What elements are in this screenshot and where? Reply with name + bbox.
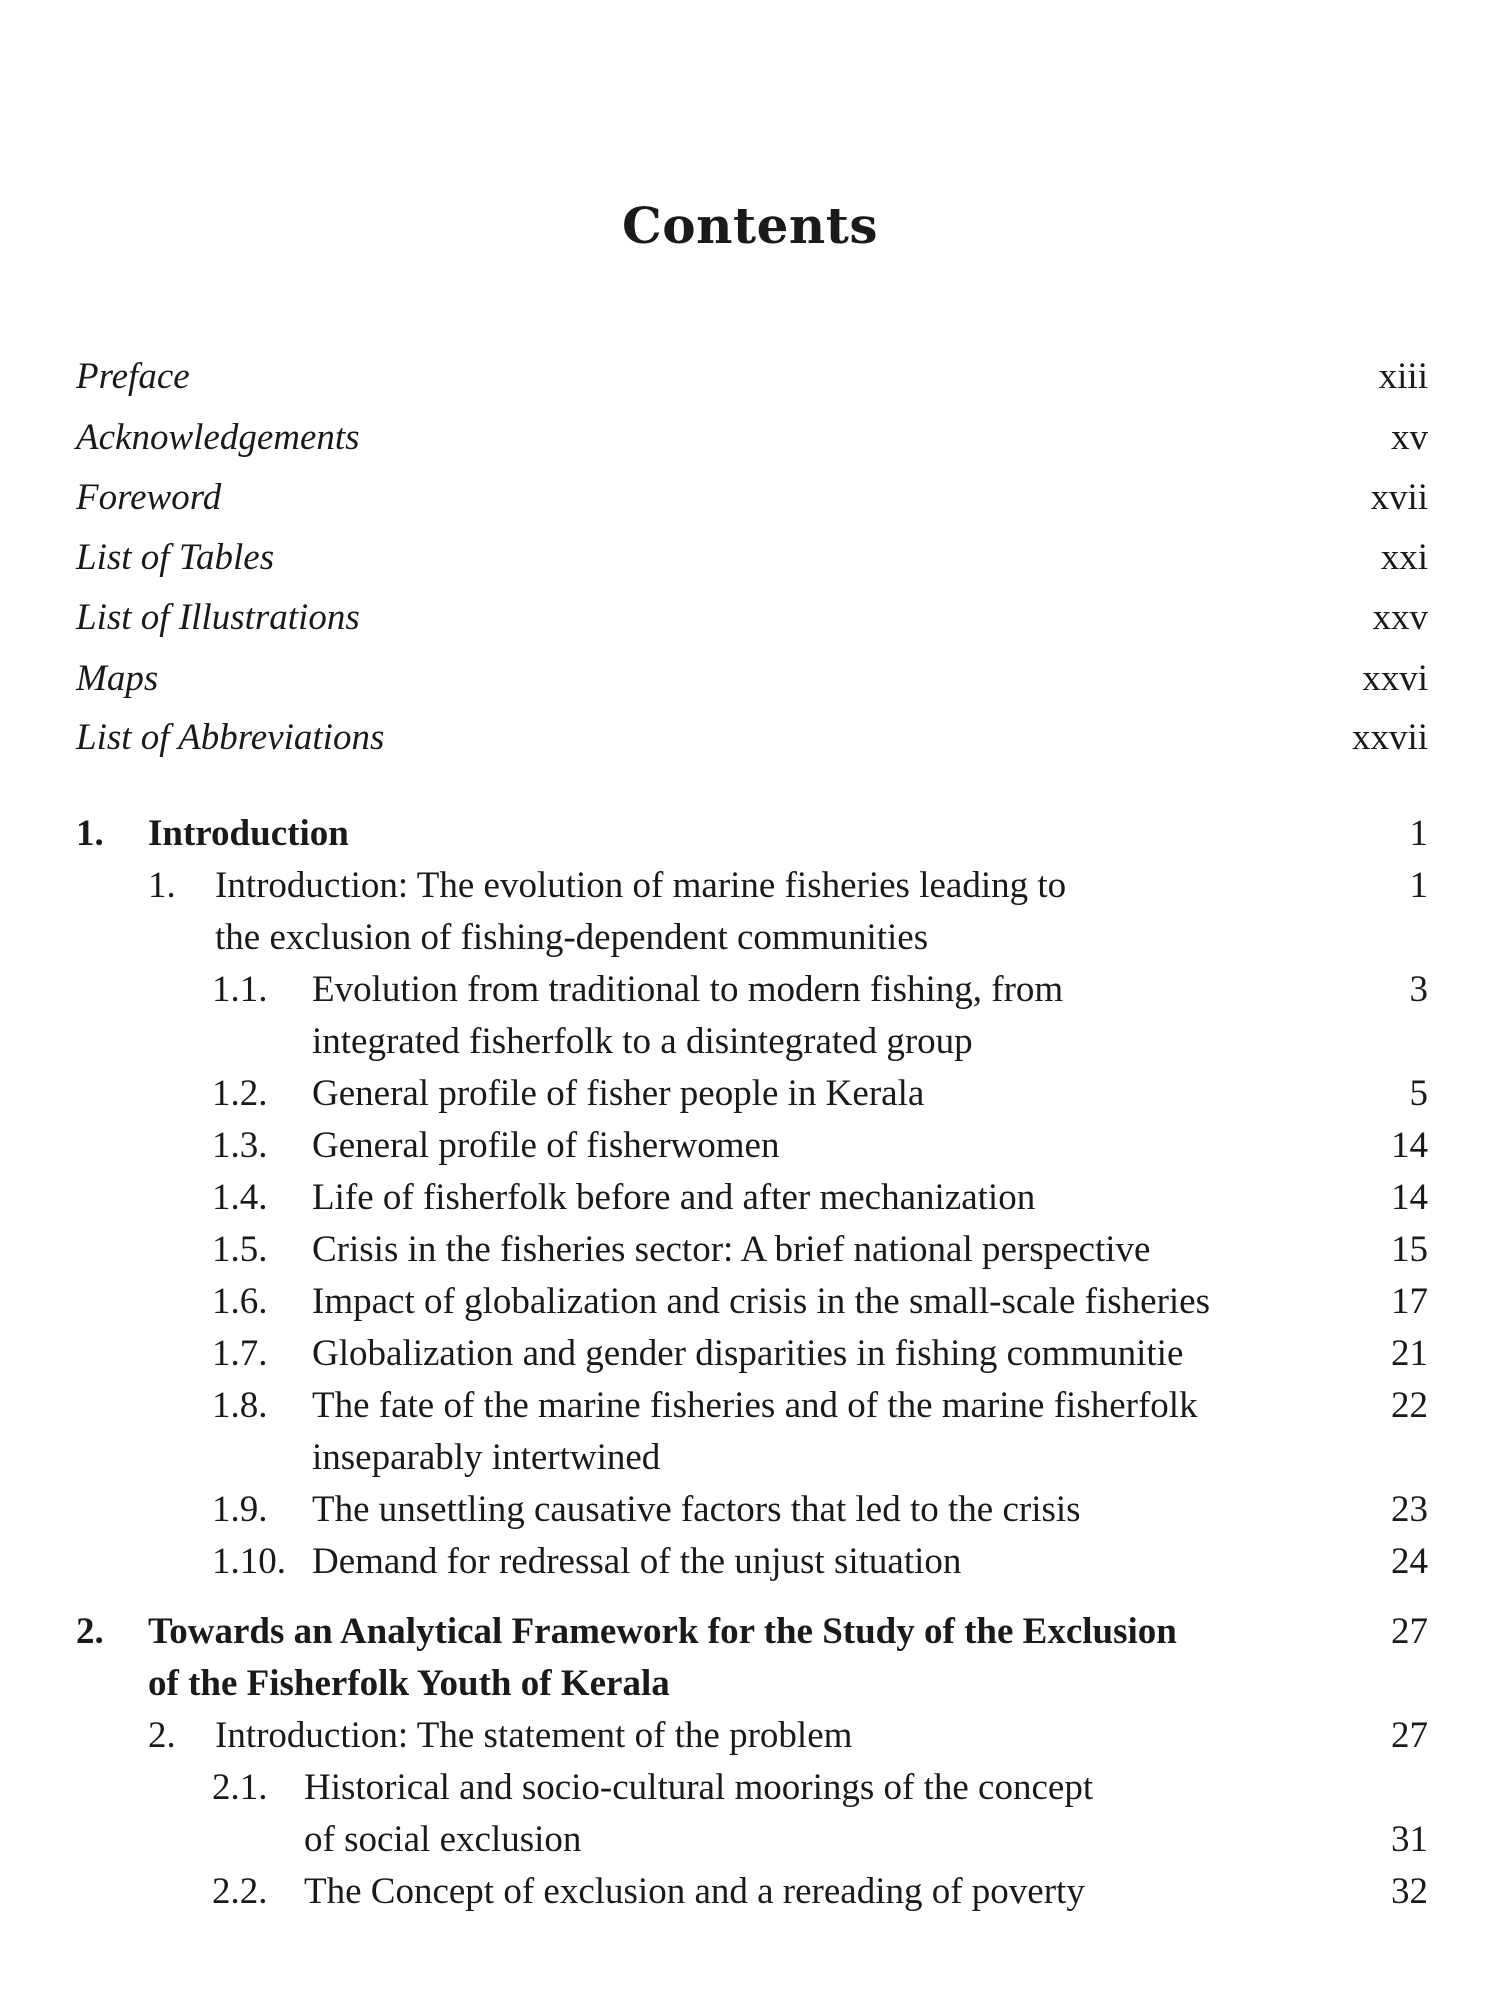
- front-matter-page: xxvii: [1351, 717, 1428, 758]
- entry-title: Introduction: The evolution of marine fisheries leading to: [215, 865, 1067, 906]
- front-matter-page: xxv: [1372, 597, 1428, 638]
- entry-number: 1.4.: [212, 1177, 268, 1218]
- entry-title: Introduction: The statement of the problem: [215, 1715, 853, 1756]
- entry-number: 1.10.: [212, 1541, 286, 1582]
- entry-title: Impact of globalization and crisis in the small-scale fisheries: [312, 1281, 1210, 1322]
- front-matter-page: xv: [1391, 417, 1428, 458]
- entry-title: Life of fisherfolk before and after mechanization: [312, 1177, 1036, 1218]
- entry-number: 1.1.: [212, 969, 268, 1010]
- entry-title: of social exclusion: [304, 1819, 582, 1860]
- entry-number: 2.: [148, 1715, 176, 1756]
- entry-title: Historical and socio-cultural moorings of the concept: [304, 1767, 1094, 1808]
- front-matter-page: xxvi: [1362, 658, 1428, 699]
- front-matter-label: List of Illustrations: [76, 597, 360, 638]
- entry-number: 1.2.: [212, 1073, 268, 1114]
- entry-title: The fate of the marine fisheries and of the marine fisherfolk: [312, 1385, 1198, 1426]
- entry-number: 1.7.: [212, 1333, 268, 1374]
- front-matter-label: Preface: [76, 356, 190, 397]
- entry-number: 1.5.: [212, 1229, 268, 1270]
- front-matter-label: Acknowledgements: [76, 417, 360, 458]
- entry-title: inseparably intertwined: [312, 1437, 661, 1478]
- entry-page: 14: [1391, 1177, 1428, 1218]
- entry-page: 21: [1391, 1333, 1428, 1374]
- entry-page: 31: [1391, 1819, 1428, 1860]
- front-matter-page: xiii: [1378, 356, 1428, 397]
- entry-number: 1.3.: [212, 1125, 268, 1166]
- entry-page: 23: [1391, 1489, 1428, 1530]
- entry-title: The Concept of exclusion and a rereading of poverty: [304, 1871, 1085, 1912]
- entry-number: 1.: [148, 865, 176, 906]
- chapter-page: 27: [1391, 1611, 1428, 1652]
- entry-page: 15: [1391, 1229, 1428, 1270]
- front-matter-label: List of Tables: [76, 537, 275, 578]
- entry-title: General profile of fisherwomen: [312, 1125, 780, 1166]
- entry-page: 1: [1409, 865, 1428, 906]
- entry-title: Crisis in the fisheries sector: A brief national perspective: [312, 1229, 1151, 1270]
- chapter-page: 1: [1409, 813, 1428, 854]
- page-title: Contents: [621, 196, 878, 255]
- entry-title: Globalization and gender disparities in fishing communitie: [312, 1333, 1184, 1374]
- entry-page: 27: [1391, 1715, 1428, 1756]
- entry-page: 3: [1409, 969, 1428, 1010]
- entry-title: integrated fisherfolk to a disintegrated group: [312, 1021, 973, 1062]
- chapter-number: 1.: [76, 813, 104, 854]
- front-matter-page: xvii: [1370, 477, 1428, 518]
- entry-number: 2.1.: [212, 1767, 268, 1808]
- entry-title: General profile of fisher people in Kerala: [312, 1073, 925, 1114]
- entry-page: 14: [1391, 1125, 1428, 1166]
- entry-number: 2.2.: [212, 1871, 268, 1912]
- entry-page: 24: [1391, 1541, 1428, 1582]
- entry-title: Demand for redressal of the unjust situation: [312, 1541, 962, 1582]
- chapter-title: Towards an Analytical Framework for the Study of the Exclusion: [148, 1611, 1177, 1652]
- entry-title: Evolution from traditional to modern fishing, from: [312, 969, 1064, 1010]
- chapter-title: Introduction: [148, 813, 349, 854]
- entry-page: 22: [1391, 1385, 1428, 1426]
- entry-number: 1.8.: [212, 1385, 268, 1426]
- chapter-title: of the Fisherfolk Youth of Kerala: [148, 1663, 670, 1704]
- entry-title: The unsettling causative factors that led to the crisis: [312, 1489, 1081, 1530]
- front-matter-page: xxi: [1380, 537, 1428, 578]
- entry-number: 1.6.: [212, 1281, 268, 1322]
- entry-number: 1.9.: [212, 1489, 268, 1530]
- entry-page: 5: [1409, 1073, 1428, 1114]
- front-matter-label: Foreword: [76, 477, 222, 518]
- entry-title: the exclusion of fishing-dependent communities: [215, 917, 929, 958]
- entry-page: 32: [1391, 1871, 1428, 1912]
- front-matter-label: List of Abbreviations: [76, 717, 385, 758]
- chapter-number: 2.: [76, 1611, 104, 1652]
- front-matter-label: Maps: [76, 658, 159, 699]
- entry-page: 17: [1391, 1281, 1428, 1322]
